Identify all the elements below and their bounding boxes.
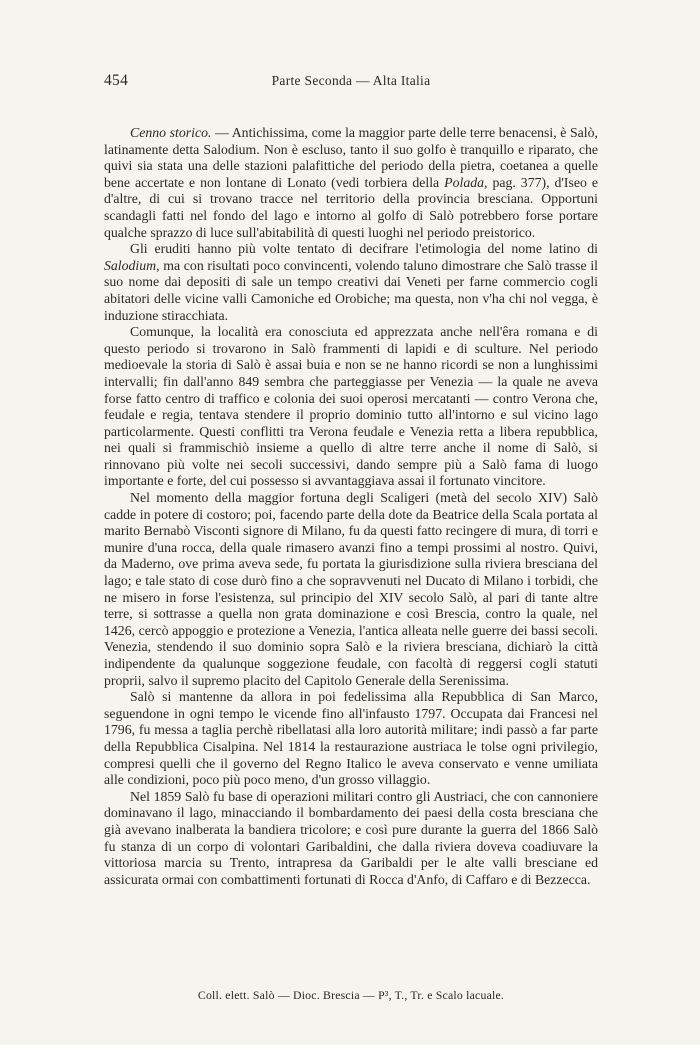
body-text	[104, 125, 598, 888]
italic-term: Salodium	[104, 257, 157, 273]
paragraph-repubblica: Salò si mantenne da allora in poi fedelissima alla Repubblica di San Marco, seguendone in ogni tempo le vicende fino all'infausto 1797. Occupata dai Francesi nel 1796, fu messa a taglia perchè ribellatasi alla loro autorità militare; indi passò a far parte della Repubblica Cisalpina. Nel 1814 la restaurazione austriaca le tolse ogni privilegio, compresi quelli che il governo del Regno Italico le aveva conservato e venne umiliata alle condizioni, poco più poco meno, d'un grosso villaggio.	[104, 689, 598, 788]
paragraph-etimologia: Gli eruditi hanno più volte tentato di decifrare l'etimologia del nome latino di Salodium, ma con risultati poco convincenti, volendo taluno dimostrare che Salò trasse il suo nome dai depositi di sale un tempo creativi dai Veneti per farne commercio cogli abitatori delle vicine valli Camoniche ed Orobiche; ma questa, non v'ha chi nol vegga, è induzione stiracchiata.	[104, 241, 598, 323]
footer-note: Coll. elett. Salò — Dioc. Brescia — P³, T., Tr. e Scalo lacuale.	[197, 988, 505, 1002]
italic-term: Polada	[444, 174, 485, 190]
paragraph-era-romana: Comunque, la località era conosciuta ed apprezzata anche nell'êra romana e di questo periodo si trovarono in Salò frammenti di lapidi e di sculture. Nel periodo medioevale la storia di Salò è assai buia e non se ne hanno ricordi se non a lunghissimi intervalli; fin dall'anno 849 sembra che parteggiasse per Venezia — la quale ne aveva forse fatto centro di traffico e colonia dei suoi operosi mercatanti — contro Verona che, feudale e regia, tentava stendere il proprio dominio tutto all'intorno e sul vicino lago particolarmente. Questi conflitti tra Verona feudale e Venezia retta a libera repubblica, nei quali si frammischiò insieme a quello di altre terre anche il nome di Salò, si rinnovano più volte nei secoli successivi, dando sempre più a Salò fama di luogo importante e forte, del cui possesso si avvantaggiava assai il fortunato vincitore.	[104, 324, 598, 489]
paragraph-1859: Nel 1859 Salò fu base di operazioni militari contro gli Austriaci, che con cannoniere dominavano il lago, minacciando il bombardamento dei paesi della costa bresciana che già avevano inalberata la bandiera tricolore; e così pure durante la guerra del 1866 Salò fu stanza di un corpo di volontari Garibaldini, che dalla riviera doveva coadiuvare la vittoriosa marcia su Trento, intrapresa da Garibaldi per le alte valli bresciane ed assicurata ormai con combattimenti fortunati di Rocca d'Anfo, di Caffaro e di Bezzecca.	[104, 788, 598, 887]
paragraph-cenno-storico	[104, 125, 598, 241]
paragraph-scaligeri: Nel momento della maggior fortuna degli Scaligeri (metà del secolo XIV) Salò cadde in potere di costoro; poi, facendo parte della dote da Beatrice della Scala portata al marito Bernabò Visconti signore di Milano, fu da questi fatto recingere di mura, di torri e munire d'una rocca, della quale rimasero avanzi fino a tempi prossimi al nostro. Quivi, da Maderno, ove prima aveva sede, fu portata la giurisdizione sulla riviera bresciana del lago; e tale stato di cose durò fino a che sopravvenuti nel Ducato di Milano i torbidi, che ne misero in forse l'esistenza, sul principio del XIV secolo Salò, al pari di tante altre terre, si sottrasse a quella non grata dominazione e così Brescia, contro la quale, nel 1426, cercò appoggio e protezione a Venezia, l'antica alleata nelle guerre dei bassi secoli. Venezia, stendendo il suo dominio sopra Salò e la riviera bresciana, dichiarò la città indipendente da qualunque soggezione feudale, con facoltà di reggersi cogli statuti proprii, salvo il supremo placito del Capitolo Generale della Serenissima.	[104, 490, 598, 688]
section-lead: Cenno storico.	[130, 125, 212, 140]
page-number: 454	[104, 72, 129, 89]
paragraph-text: — Antichissima, come la maggior parte delle terre benacensi, è Salò, latinamente detta Salodium. Non è escluso, tanto il suo golfo è tranquillo e riparato, che quivi sia stata una delle stazioni palafittiche del periodo della pietra, coetanea a quelle bene accertate e non lontane di Lonato (vedi torbiera della Polada, pag. 377), d'Iseo e d'altre, di cui si trovano tracce nel territorio della provincia bresciana. Opportuni scandagli fatti nel fondo del lago e intorno al golfo di Salò potrebbero forse portare qualche sprazzo di luce sull'abitabilità di questi luoghi nel periodo preistorico.	[104, 125, 598, 240]
running-header	[104, 72, 598, 94]
running-title: Parte Seconda — Alta Italia	[271, 73, 431, 88]
